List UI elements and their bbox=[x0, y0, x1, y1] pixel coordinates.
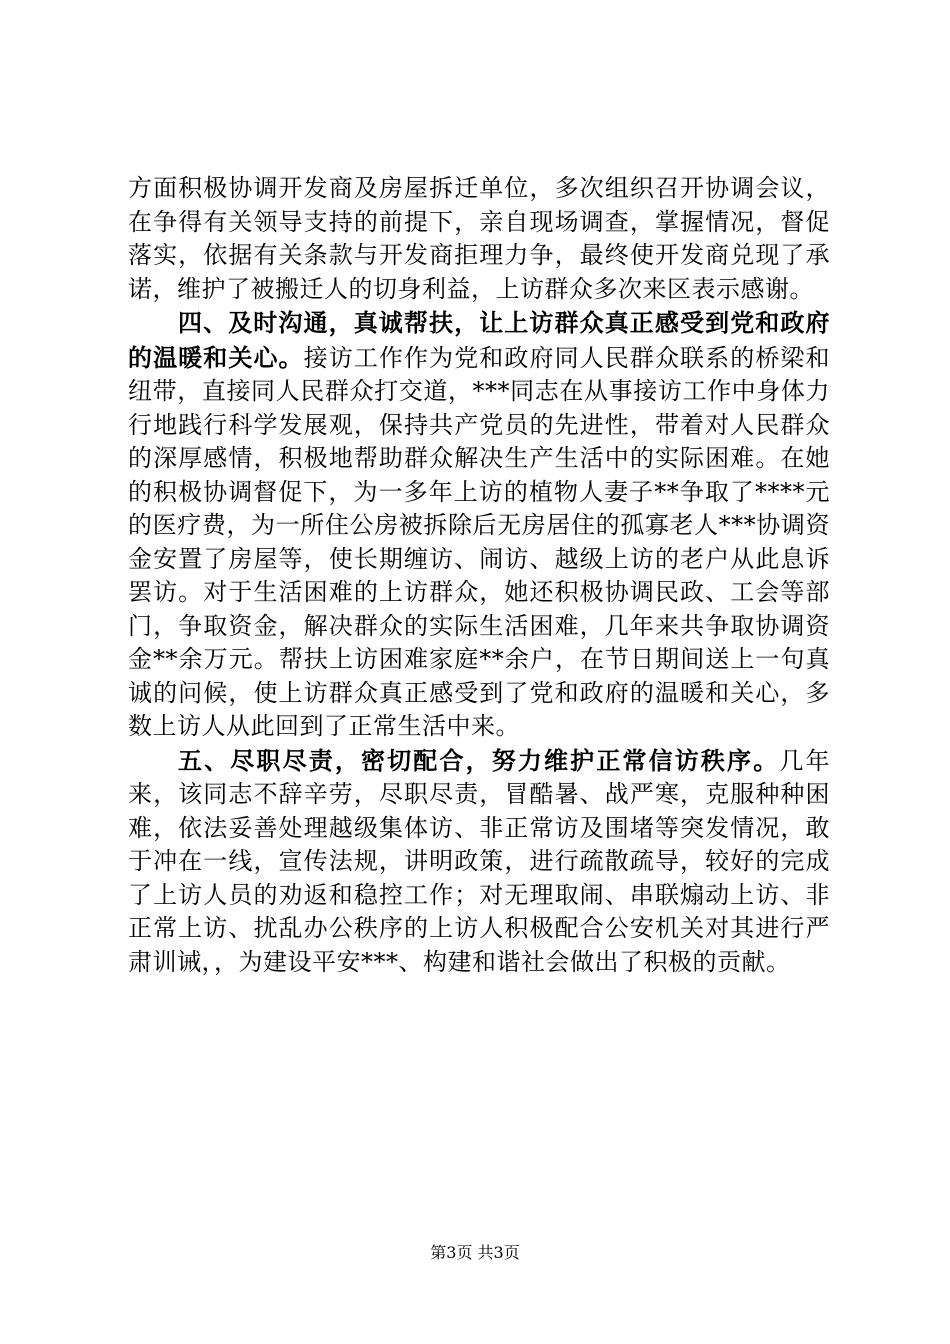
paragraph-text: 接访工作作为党和政府同人民群众联系的桥梁和纽带，直接同人民群众打交道，***同志在从事接访工作中身体力行地践行科学发展观，保持共产党员的先进性，带着对人民群众的深厚感情，积极地帮助群众解决生产生活中的实际困难。在她的积极协调督促下，为一多年上访的植物人妻子**争取了****元的医疗费，为一所住公房被拆除后无房居住的孤寡老人***协调资金安置了房屋等，使长期缠访、闹访、越级上访的老户从此息诉罢访。对于生活困难的上访群众，她还积极协调民政、工会等部门，争取资金，解决群众的实际生活困难，几年来共争取协调资金**余万元。帮扶上访困难家庭**余户，在节日期间送上一句真诚的问候，使上访群众真正感受到了党和政府的温暖和关心，多数上访人从此回到了正常生活中来。 bbox=[128, 343, 831, 740]
section-heading-5: 五、尽职尽责，密切配合，努力维护正常信访秩序。 bbox=[178, 745, 780, 775]
document-body bbox=[128, 172, 830, 979]
paragraph-continuation bbox=[128, 172, 830, 306]
paragraph-text: 几年来，该同志不辞辛劳，尽职尽责，冒酷暑、战严寒，克服种种困难，依法妥善处理越级集体访、非正常访及围堵等突发情况，敢于冲在一线，宣传法规，讲明政策，进行疏散疏导，较好的完成了上访人员的劝返和稳控工作；对无理取闹、串联煽动上访、非正常上访、扰乱办公秩序的上访人积极配合公安机关对其进行严肃训诫，，为建设平安***、构建和谐社会做出了积极的贡献。 bbox=[128, 746, 831, 976]
paragraph-text: 方面积极协调开发商及房屋拆迁单位，多次组织召开协调会议，在争得有关领导支持的前提下，亲自现场调查，掌握情况，督促落实，依据有关条款与开发商拒理力争，最终使开发商兑现了承诺，维护了被搬迁人的切身利益，上访群众多次来区表示感谢。 bbox=[128, 174, 830, 303]
page-number-label: 第3页 共3页 bbox=[430, 1243, 520, 1262]
paragraph-section-4 bbox=[128, 306, 830, 744]
section-heading-4: 四、及时沟通，真诚帮扶，让上访群众真正感受到党和政府的温暖和关心。 bbox=[128, 308, 830, 372]
paragraph-section-5 bbox=[128, 744, 830, 980]
page-footer bbox=[0, 1243, 950, 1263]
